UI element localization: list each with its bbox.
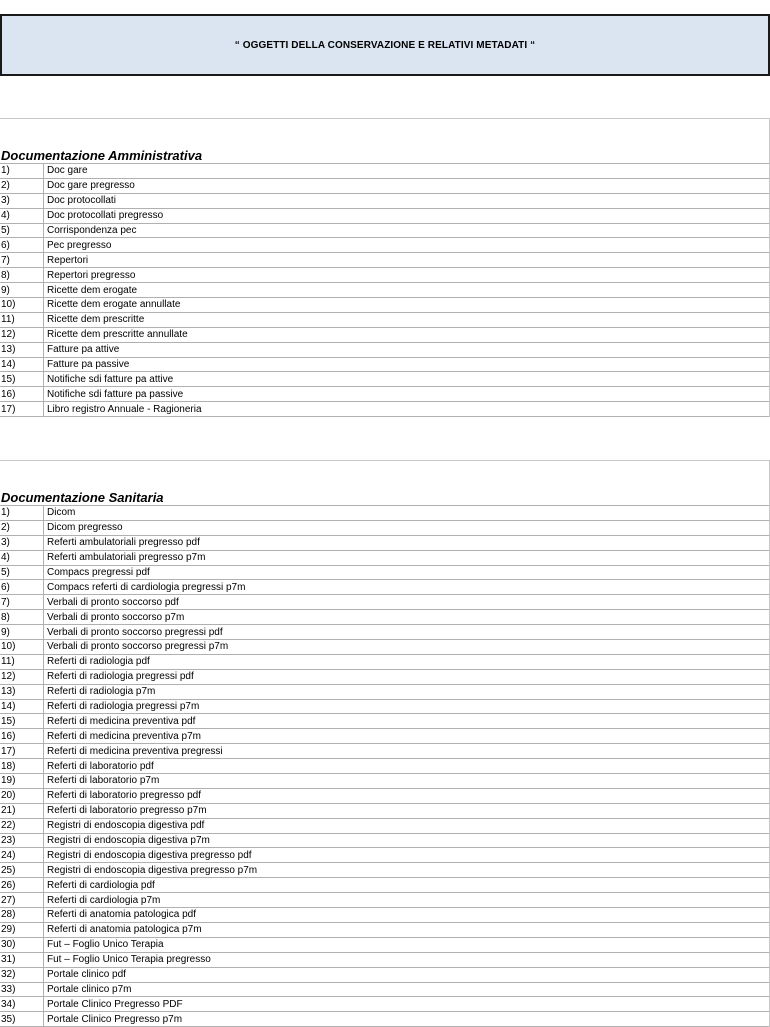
item-number: 6) [0, 238, 44, 253]
item-number: 8) [0, 610, 44, 625]
table-row [0, 312, 769, 327]
item-label: Repertori pregresso [44, 268, 770, 283]
item-label: Referti di radiologia pregressi pdf [44, 669, 770, 684]
item-number: 29) [0, 922, 44, 937]
table-row [0, 893, 769, 908]
table-row [0, 520, 769, 535]
table-row [0, 610, 769, 625]
item-label: Libro registro Annuale - Ragioneria [44, 402, 770, 417]
table-row [0, 550, 769, 565]
item-number: 1) [0, 164, 44, 179]
item-label: Referti ambulatoriali pregresso pdf [44, 535, 770, 550]
table-row [0, 1012, 769, 1027]
section-documentazione-amministrativa [0, 118, 770, 417]
item-label: Referti di radiologia pregressi p7m [44, 699, 770, 714]
item-label: Corrispondenza pec [44, 223, 770, 238]
table-row [0, 997, 769, 1012]
item-number: 3) [0, 193, 44, 208]
items-table [0, 163, 769, 417]
item-label: Portale Clinico Pregresso PDF [44, 997, 770, 1012]
item-label: Referti di cardiologia p7m [44, 893, 770, 908]
item-label: Pec pregresso [44, 238, 770, 253]
item-number: 6) [0, 580, 44, 595]
item-label: Fatture pa attive [44, 342, 770, 357]
table-row [0, 788, 769, 803]
item-number: 21) [0, 803, 44, 818]
item-label: Verbali di pronto soccorso pdf [44, 595, 770, 610]
item-label: Registri di endoscopia digestiva pdf [44, 818, 770, 833]
table-row [0, 640, 769, 655]
table-row [0, 908, 769, 923]
item-number: 9) [0, 283, 44, 298]
item-number: 14) [0, 699, 44, 714]
items-table [0, 505, 769, 1027]
item-label: Referti di laboratorio pdf [44, 759, 770, 774]
table-row [0, 863, 769, 878]
item-label: Dicom [44, 506, 770, 521]
item-label: Fut – Foglio Unico Terapia [44, 937, 770, 952]
table-row [0, 922, 769, 937]
item-label: Portale Clinico Pregresso p7m [44, 1012, 770, 1027]
item-number: 13) [0, 684, 44, 699]
table-row [0, 298, 769, 313]
item-label: Referti di medicina preventiva pdf [44, 714, 770, 729]
item-number: 23) [0, 833, 44, 848]
item-label: Referti di anatomia patologica p7m [44, 922, 770, 937]
item-number: 5) [0, 223, 44, 238]
item-label: Referti di laboratorio pregresso p7m [44, 803, 770, 818]
table-row [0, 595, 769, 610]
item-number: 11) [0, 654, 44, 669]
table-row [0, 402, 769, 417]
table-row [0, 327, 769, 342]
item-number: 4) [0, 550, 44, 565]
item-number: 33) [0, 982, 44, 997]
table-row [0, 238, 769, 253]
table-row [0, 833, 769, 848]
item-number: 17) [0, 744, 44, 759]
item-number: 34) [0, 997, 44, 1012]
item-number: 20) [0, 788, 44, 803]
item-number: 16) [0, 387, 44, 402]
table-row [0, 387, 769, 402]
item-label: Referti di anatomia patologica pdf [44, 908, 770, 923]
item-number: 19) [0, 774, 44, 789]
table-row [0, 342, 769, 357]
item-number: 2) [0, 520, 44, 535]
table-row [0, 268, 769, 283]
item-number: 24) [0, 848, 44, 863]
table-row [0, 774, 769, 789]
table-row [0, 744, 769, 759]
table-row [0, 878, 769, 893]
table-row [0, 535, 769, 550]
table-row [0, 357, 769, 372]
item-number: 27) [0, 893, 44, 908]
item-number: 16) [0, 729, 44, 744]
item-label: Compacs pregressi pdf [44, 565, 770, 580]
item-label: Referti di radiologia p7m [44, 684, 770, 699]
item-label: Referti ambulatoriali pregresso p7m [44, 550, 770, 565]
table-row [0, 684, 769, 699]
item-label: Referti di medicina preventiva p7m [44, 729, 770, 744]
table-row [0, 937, 769, 952]
table-row [0, 759, 769, 774]
item-number: 28) [0, 908, 44, 923]
item-label: Doc gare pregresso [44, 178, 770, 193]
item-number: 7) [0, 253, 44, 268]
item-number: 8) [0, 268, 44, 283]
item-number: 10) [0, 640, 44, 655]
item-label: Notifiche sdi fatture pa passive [44, 387, 770, 402]
item-number: 32) [0, 967, 44, 982]
item-label: Doc protocollati [44, 193, 770, 208]
section-documentazione-sanitaria [0, 460, 770, 1027]
section-heading: Documentazione Sanitaria [1, 490, 164, 505]
table-row [0, 193, 769, 208]
item-number: 12) [0, 669, 44, 684]
item-number: 22) [0, 818, 44, 833]
table-row [0, 818, 769, 833]
table-row [0, 669, 769, 684]
item-label: Referti di laboratorio pregresso pdf [44, 788, 770, 803]
item-label: Fatture pa passive [44, 357, 770, 372]
item-number: 17) [0, 402, 44, 417]
table-row [0, 729, 769, 744]
table-row [0, 714, 769, 729]
table-row [0, 283, 769, 298]
item-label: Verbali di pronto soccorso pregressi pdf [44, 625, 770, 640]
item-label: Doc gare [44, 164, 770, 179]
item-number: 31) [0, 952, 44, 967]
table-row [0, 372, 769, 387]
table-row [0, 952, 769, 967]
item-label: Doc protocollati pregresso [44, 208, 770, 223]
item-number: 14) [0, 357, 44, 372]
item-label: Compacs referti di cardiologia pregressi p7m [44, 580, 770, 595]
item-number: 1) [0, 506, 44, 521]
table-row [0, 580, 769, 595]
item-label: Verbali di pronto soccorso pregressi p7m [44, 640, 770, 655]
item-number: 11) [0, 312, 44, 327]
item-number: 10) [0, 298, 44, 313]
table-row [0, 967, 769, 982]
item-number: 12) [0, 327, 44, 342]
item-label: Referti di medicina preventiva pregressi [44, 744, 770, 759]
item-label: Referti di cardiologia pdf [44, 878, 770, 893]
item-number: 30) [0, 937, 44, 952]
item-number: 5) [0, 565, 44, 580]
item-number: 4) [0, 208, 44, 223]
item-label: Referti di laboratorio p7m [44, 774, 770, 789]
item-number: 3) [0, 535, 44, 550]
item-label: Dicom pregresso [44, 520, 770, 535]
table-row [0, 565, 769, 580]
table-row [0, 848, 769, 863]
item-label: Ricette dem prescritte annullate [44, 327, 770, 342]
item-label: Verbali di pronto soccorso p7m [44, 610, 770, 625]
table-row [0, 208, 769, 223]
item-label: Registri di endoscopia digestiva pregresso pdf [44, 848, 770, 863]
item-label: Repertori [44, 253, 770, 268]
table-row [0, 654, 769, 669]
item-number: 7) [0, 595, 44, 610]
item-label: Registri di endoscopia digestiva pregresso p7m [44, 863, 770, 878]
document-title [0, 14, 770, 76]
table-row [0, 223, 769, 238]
item-number: 26) [0, 878, 44, 893]
table-row [0, 253, 769, 268]
table-row [0, 506, 769, 521]
item-label: Ricette dem prescritte [44, 312, 770, 327]
item-number: 15) [0, 372, 44, 387]
item-number: 25) [0, 863, 44, 878]
table-row [0, 164, 769, 179]
document-title-text: “ OGGETTI DELLA CONSERVAZIONE E RELATIVI METADATI “ [234, 39, 536, 51]
item-label: Referti di radiologia pdf [44, 654, 770, 669]
table-row [0, 178, 769, 193]
section-heading: Documentazione Amministrativa [1, 148, 203, 163]
table-row [0, 625, 769, 640]
item-number: 35) [0, 1012, 44, 1027]
item-number: 2) [0, 178, 44, 193]
item-label: Portale clinico p7m [44, 982, 770, 997]
item-label: Ricette dem erogate [44, 283, 770, 298]
item-label: Portale clinico pdf [44, 967, 770, 982]
table-row [0, 699, 769, 714]
table-row [0, 982, 769, 997]
item-number: 9) [0, 625, 44, 640]
table-row [0, 803, 769, 818]
item-number: 15) [0, 714, 44, 729]
item-number: 18) [0, 759, 44, 774]
item-label: Fut – Foglio Unico Terapia pregresso [44, 952, 770, 967]
item-label: Notifiche sdi fatture pa attive [44, 372, 770, 387]
item-number: 13) [0, 342, 44, 357]
item-label: Ricette dem erogate annullate [44, 298, 770, 313]
item-label: Registri di endoscopia digestiva p7m [44, 833, 770, 848]
